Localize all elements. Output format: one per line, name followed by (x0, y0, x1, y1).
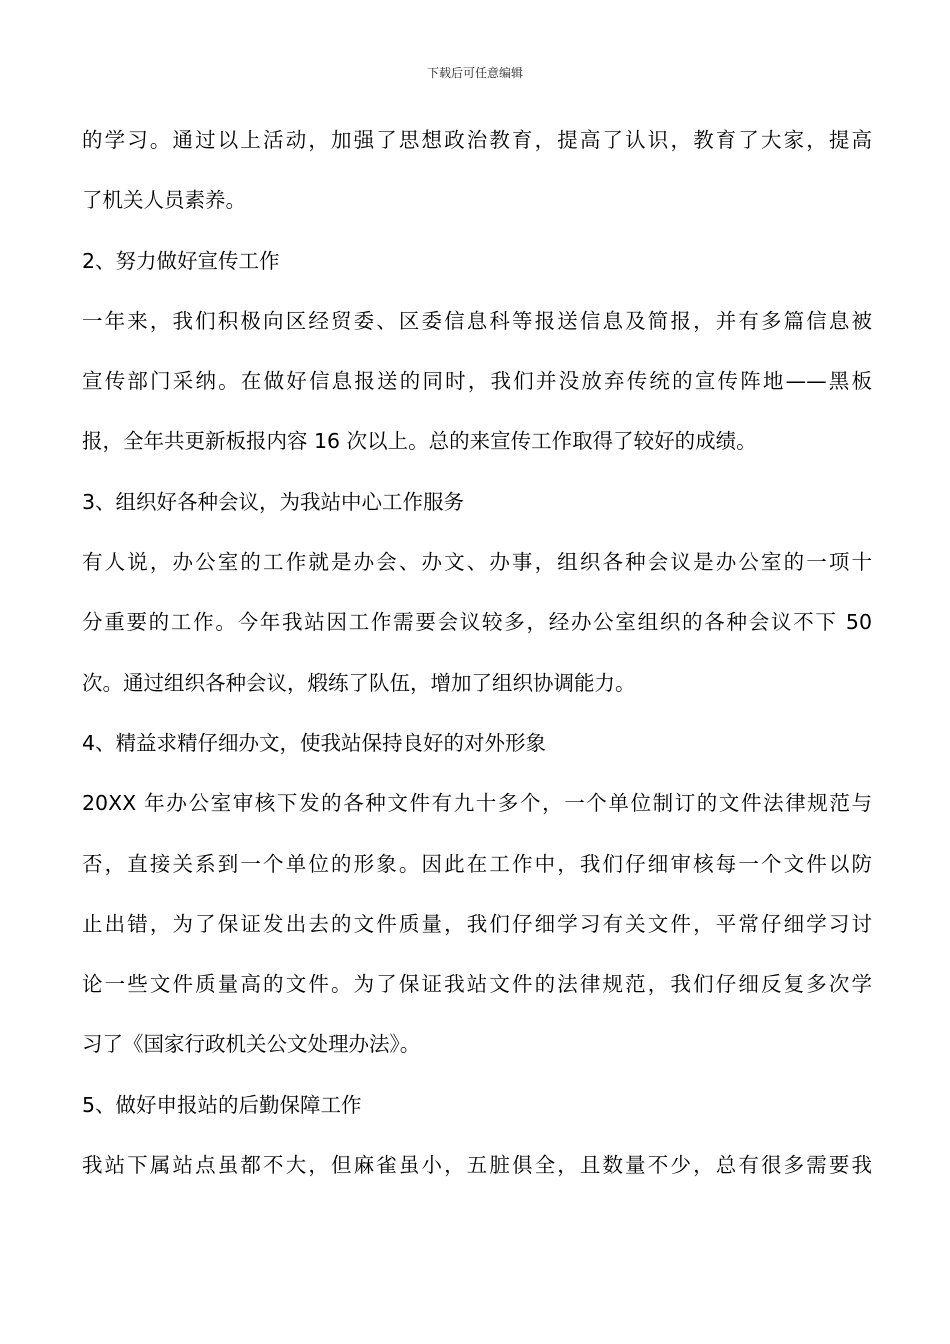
page-header-watermark: 下载后可任意编辑 (426, 66, 523, 80)
text-line: 论一些文件质量高的文件。为了保证我站文件的法律规范，我们仔细反复多次学 (82, 972, 872, 997)
text-line: 分重要的工作。今年我站因工作需要会议较多，经办公室组织的各种会议不下 50 (82, 610, 872, 635)
document-body (82, 110, 872, 1195)
text-line: 有人说，办公室的工作就是办会、办文、办事，组织各种会议是办公室的一项十 (82, 550, 872, 575)
section-heading: 5、做好申报站的后勤保障工作 (82, 1092, 362, 1117)
text-line: 的学习。通过以上活动，加强了思想政治教育，提高了认识，教育了大家，提高 (82, 128, 872, 152)
text-line: 我站下属站点虽都不大，但麻雀虽小，五脏俱全，且数量不少，总有很多需要我 (82, 1153, 872, 1178)
text-line: 20XX 年办公室审核下发的各种文件有九十多个，一个单位制订的文件法律规范与 (82, 791, 872, 816)
text-line: 了机关人员素养。 (82, 188, 246, 213)
text-line: 否，直接关系到一个单位的形象。因此在工作中，我们仔细审核每一个文件以防 (82, 851, 872, 876)
section-heading: 3、组织好各种会议，为我站中心工作服务 (82, 489, 465, 514)
section-heading: 4、精益求精仔细办文，使我站保持良好的对外形象 (82, 730, 547, 755)
text-line: 次。通过组织各种会议，煅练了队伍，增加了组织协调能力。 (82, 670, 636, 695)
text-line: 一年来，我们积极向区经贸委、区委信息科等报送信息及简报，并有多篇信息被 (82, 308, 872, 333)
section-heading: 2、努力做好宣传工作 (82, 248, 280, 273)
text-line: 报，全年共更新板报内容 16 次以上。总的来宣传工作取得了较好的成绩。 (82, 429, 757, 454)
text-line: 宣传部门采纳。在做好信息报送的同时，我们并没放弃传统的宣传阵地——黑板 (82, 369, 872, 394)
text-line: 习了《国家行政机关公文处理办法》。 (82, 1032, 421, 1057)
text-line: 止出错，为了保证发出去的文件质量，我们仔细学习有关文件，平常仔细学习讨 (82, 911, 872, 936)
